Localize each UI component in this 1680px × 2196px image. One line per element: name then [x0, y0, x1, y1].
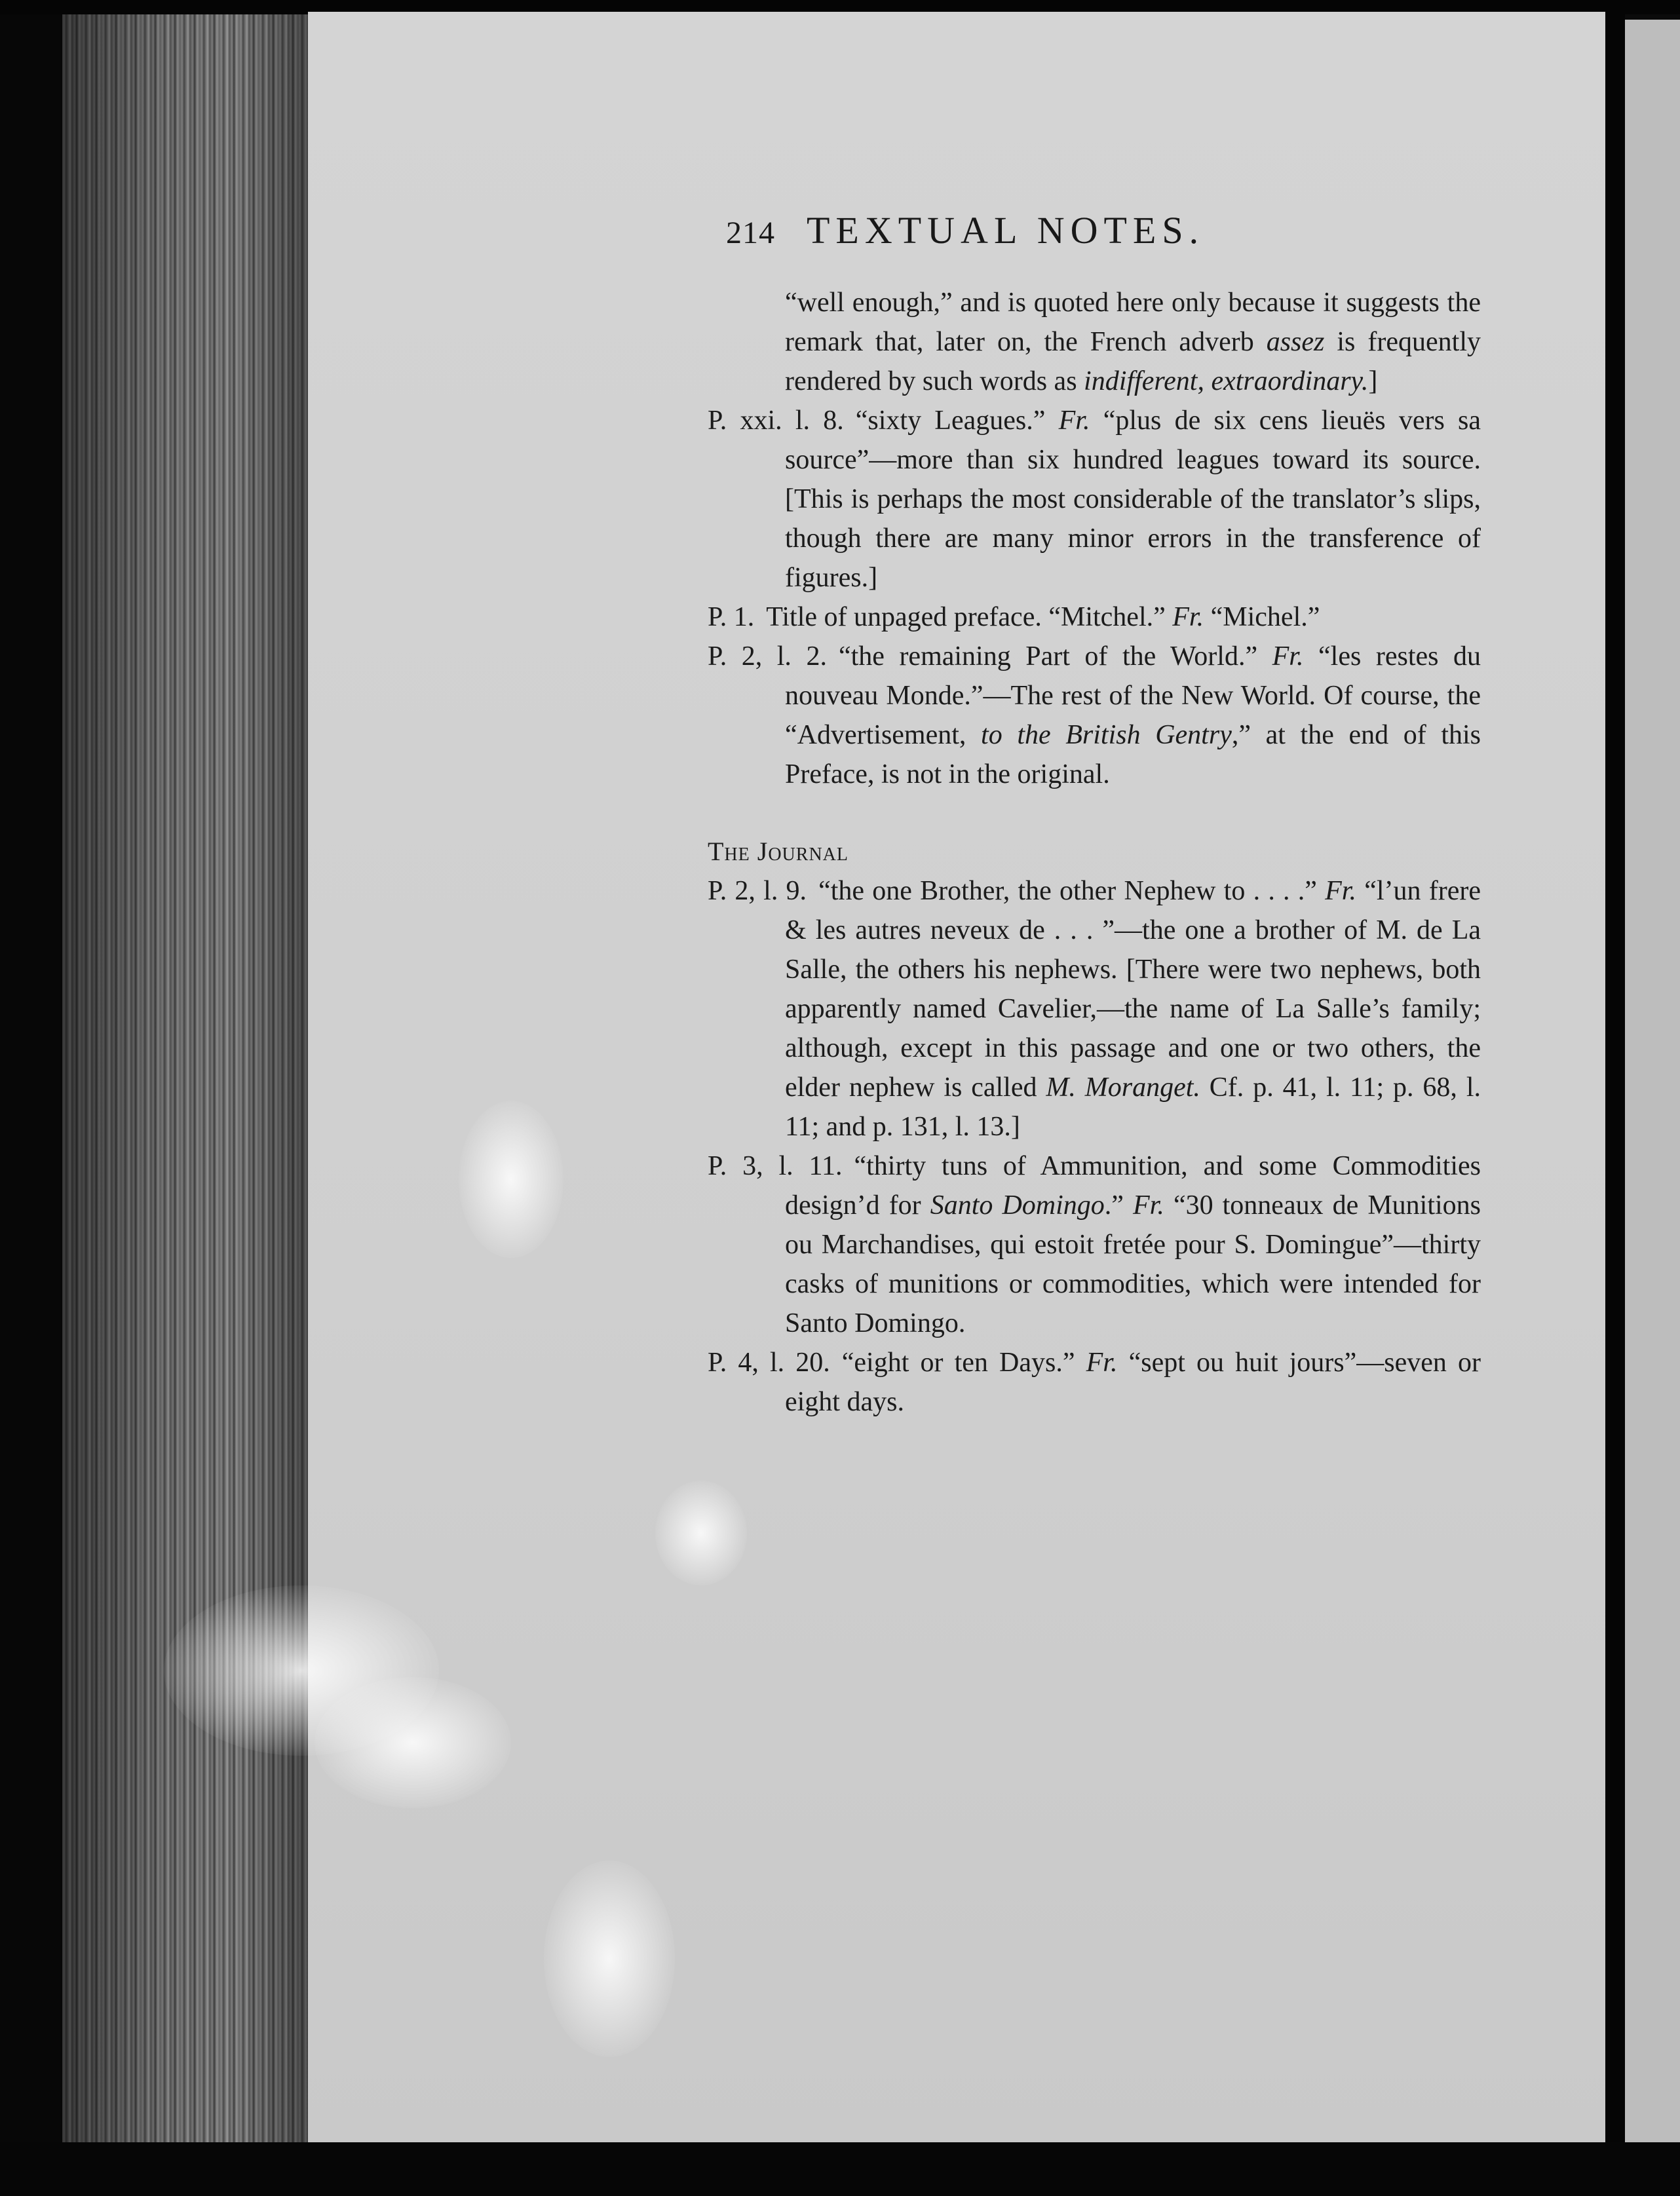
note-continuation: “well enough,” and is quoted here only because it suggests the remark that, later on, the French adverb assez is frequently rendered by such words as indifferent, extraordinary.] [785, 288, 1481, 396]
page-number: 214 [726, 216, 775, 250]
running-head [726, 208, 1381, 261]
note-reference: P. xxi. l. 8. [708, 406, 844, 436]
note-entry: P. 3, l. 11. “thirty tuns of Ammunition, and some Commodities design’d for Santo Domingo.” Fr. “30 tonneaux de Munitions ou Marchandises, qui estoit fretée pour S. Domingue”—thirty casks of munitions or commodities, which were intended for Santo Domingo. [708, 1151, 1481, 1338]
scan-bottom-shadow [0, 2142, 1680, 2196]
note-reference: P. 4, l. 20. [708, 1348, 830, 1378]
notes-body [708, 283, 1481, 1422]
note-entry: P. 1. Title of unpaged preface. “Mitchel.” Fr. “Michel.” [708, 602, 1320, 632]
scan-background-left [0, 0, 66, 2196]
note-reference: P. 3, l. 11. [708, 1151, 843, 1181]
note-entry: P. xxi. l. 8. “sixty Leagues.” Fr. “plus de six cens lieuës vers sa source”—more than six hundred leagues toward its source. [This is perhaps the most considerable of the translator’s slips, though there are many minor errors in the transference of figures.] [708, 406, 1481, 593]
note-entry: P. 2, l. 2. “the remaining Part of the World.” Fr. “les restes du nouveau Monde.”—The rest of the New World. Of course, the “Advertisement, to the British Gentry,” at the end of this Preface, is not in the original. [708, 641, 1481, 789]
light-glare [315, 1677, 511, 1808]
next-page-edge [1625, 20, 1680, 2142]
light-glare [655, 1481, 747, 1585]
light-glare [459, 1101, 563, 1258]
book-fore-edge-shadow [62, 0, 311, 2162]
note-entry: P. 2, l. 9. “the one Brother, the other Nephew to . . . .” Fr. “l’un frere & les autres neveux de . . . ”—the one a brother of M. de La Salle, the others his nephews. [There were two nephews, both apparently named Cavelier,—the name of La Salle’s family; although, except in this passage and one or two others, the elder nephew is called M. Moranget. Cf. p. 41, l. 11; p. 68, l. 11; and p. 131, l. 13.] [708, 876, 1481, 1142]
section-heading: The Journal [708, 837, 849, 866]
light-glare [544, 1861, 675, 2057]
gutter-gap [1605, 0, 1625, 2196]
note-reference: P. 1. [708, 602, 755, 632]
note-entry: P. 4, l. 20. “eight or ten Days.” Fr. “sept ou huit jours”—seven or eight days. [708, 1348, 1481, 1417]
page-title: TEXTUAL NOTES. [807, 209, 1205, 252]
note-reference: P. 2, l. 9. [708, 876, 807, 906]
note-reference: P. 2, l. 2. [708, 641, 827, 672]
